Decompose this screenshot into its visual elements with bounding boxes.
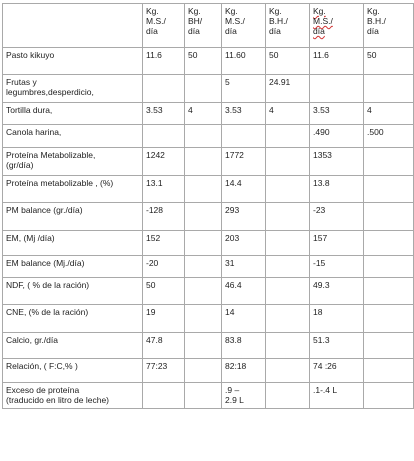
value-cell: .9 – 2.9 L [222, 383, 266, 409]
row-label: EM, (Mj /día) [3, 231, 143, 256]
value-cell: 49.3 [310, 278, 364, 305]
value-cell: 293 [222, 203, 266, 231]
ration-table-body [3, 4, 414, 409]
value-cell [185, 203, 222, 231]
table-row [3, 383, 414, 409]
value-cell [143, 125, 185, 148]
row-label: NDF, ( % de la ración) [3, 278, 143, 305]
row-label: PM balance (gr./día) [3, 203, 143, 231]
value-cell: 14.4 [222, 176, 266, 203]
value-cell: 14 [222, 305, 266, 333]
header-cell [3, 4, 143, 48]
table-row [3, 103, 414, 125]
table-row [3, 359, 414, 383]
value-cell: 50 [364, 48, 414, 75]
value-cell [143, 75, 185, 103]
ration-table [2, 3, 414, 409]
table-row [3, 203, 414, 231]
header-cell: Kg. M.S./ día [222, 4, 266, 48]
row-label: Tortilla dura, [3, 103, 143, 125]
value-cell [266, 305, 310, 333]
value-cell [185, 359, 222, 383]
row-label: Calcio, gr./día [3, 333, 143, 359]
value-cell: 3.53 [222, 103, 266, 125]
value-cell: 77:23 [143, 359, 185, 383]
value-cell [185, 256, 222, 278]
value-cell [185, 383, 222, 409]
value-cell [364, 203, 414, 231]
table-row [3, 333, 414, 359]
value-cell: 50 [266, 48, 310, 75]
value-cell [364, 278, 414, 305]
value-cell [266, 256, 310, 278]
value-cell: 5 [222, 75, 266, 103]
value-cell: 1353 [310, 148, 364, 176]
value-cell: .1-.4 L [310, 383, 364, 409]
value-cell [266, 383, 310, 409]
row-label: Pasto kikuyo [3, 48, 143, 75]
table-row [3, 75, 414, 103]
value-cell: 50 [185, 48, 222, 75]
value-cell: 47.8 [143, 333, 185, 359]
table-row [3, 231, 414, 256]
value-cell [185, 75, 222, 103]
value-cell: 4 [266, 103, 310, 125]
value-cell [364, 75, 414, 103]
value-cell [266, 231, 310, 256]
value-cell: 11.60 [222, 48, 266, 75]
value-cell: 1242 [143, 148, 185, 176]
value-cell: 11.6 [310, 48, 364, 75]
value-cell [266, 125, 310, 148]
value-cell [266, 148, 310, 176]
value-cell: 4 [185, 103, 222, 125]
value-cell [364, 231, 414, 256]
value-cell: 18 [310, 305, 364, 333]
value-cell [185, 125, 222, 148]
header-cell: Kg. M.S./ día [143, 4, 185, 48]
value-cell [364, 148, 414, 176]
value-cell: 74 :26 [310, 359, 364, 383]
value-cell [364, 305, 414, 333]
value-cell [185, 148, 222, 176]
value-cell: 203 [222, 231, 266, 256]
row-label: Proteína Metabolizable, (gr/día) [3, 148, 143, 176]
value-cell [185, 305, 222, 333]
value-cell [143, 383, 185, 409]
value-cell [266, 176, 310, 203]
value-cell [364, 176, 414, 203]
value-cell [266, 333, 310, 359]
value-cell [364, 256, 414, 278]
value-cell: .500 [364, 125, 414, 148]
table-row [3, 176, 414, 203]
value-cell: -128 [143, 203, 185, 231]
value-cell: 157 [310, 231, 364, 256]
value-cell: 11.6 [143, 48, 185, 75]
value-cell: 3.53 [310, 103, 364, 125]
header-cell: Kg. B.H./ día [266, 4, 310, 48]
row-label: Frutas y legumbres,desperdicio, [3, 75, 143, 103]
value-cell: -20 [143, 256, 185, 278]
row-label: Relación, ( F:C,% ) [3, 359, 143, 383]
row-label: Exceso de proteína (traducido en litro de leche) [3, 383, 143, 409]
value-cell: 13.1 [143, 176, 185, 203]
value-cell: 4 [364, 103, 414, 125]
value-cell: 13.8 [310, 176, 364, 203]
value-cell [266, 278, 310, 305]
table-row [3, 256, 414, 278]
row-label: Proteína metabolizable , (%) [3, 176, 143, 203]
header-cell: Kg. B.H./ día [364, 4, 414, 48]
value-cell: 24.91 [266, 75, 310, 103]
value-cell [266, 359, 310, 383]
table-row [3, 305, 414, 333]
value-cell: -15 [310, 256, 364, 278]
header-cell: Kg. BH/ día [185, 4, 222, 48]
row-label: CNE, (% de la ración) [3, 305, 143, 333]
value-cell [364, 333, 414, 359]
value-cell [266, 203, 310, 231]
row-label: EM balance (Mj./día) [3, 256, 143, 278]
document-page [2, 3, 414, 409]
value-cell: 19 [143, 305, 185, 333]
value-cell: 50 [143, 278, 185, 305]
value-cell: 46.4 [222, 278, 266, 305]
value-cell [185, 278, 222, 305]
table-row [3, 48, 414, 75]
header-row [3, 4, 414, 48]
value-cell [222, 125, 266, 148]
value-cell [310, 75, 364, 103]
value-cell: 3.53 [143, 103, 185, 125]
row-label: Canola harina, [3, 125, 143, 148]
table-row [3, 125, 414, 148]
value-cell: 51.3 [310, 333, 364, 359]
value-cell [364, 359, 414, 383]
table-row [3, 148, 414, 176]
value-cell: 83.8 [222, 333, 266, 359]
value-cell: 1772 [222, 148, 266, 176]
value-cell: 31 [222, 256, 266, 278]
value-cell [364, 383, 414, 409]
value-cell [185, 231, 222, 256]
value-cell: .490 [310, 125, 364, 148]
value-cell [185, 333, 222, 359]
value-cell: -23 [310, 203, 364, 231]
header-cell: Kg. M.S./ día [310, 4, 364, 48]
value-cell: 152 [143, 231, 185, 256]
value-cell [185, 176, 222, 203]
table-row [3, 278, 414, 305]
value-cell: 82:18 [222, 359, 266, 383]
